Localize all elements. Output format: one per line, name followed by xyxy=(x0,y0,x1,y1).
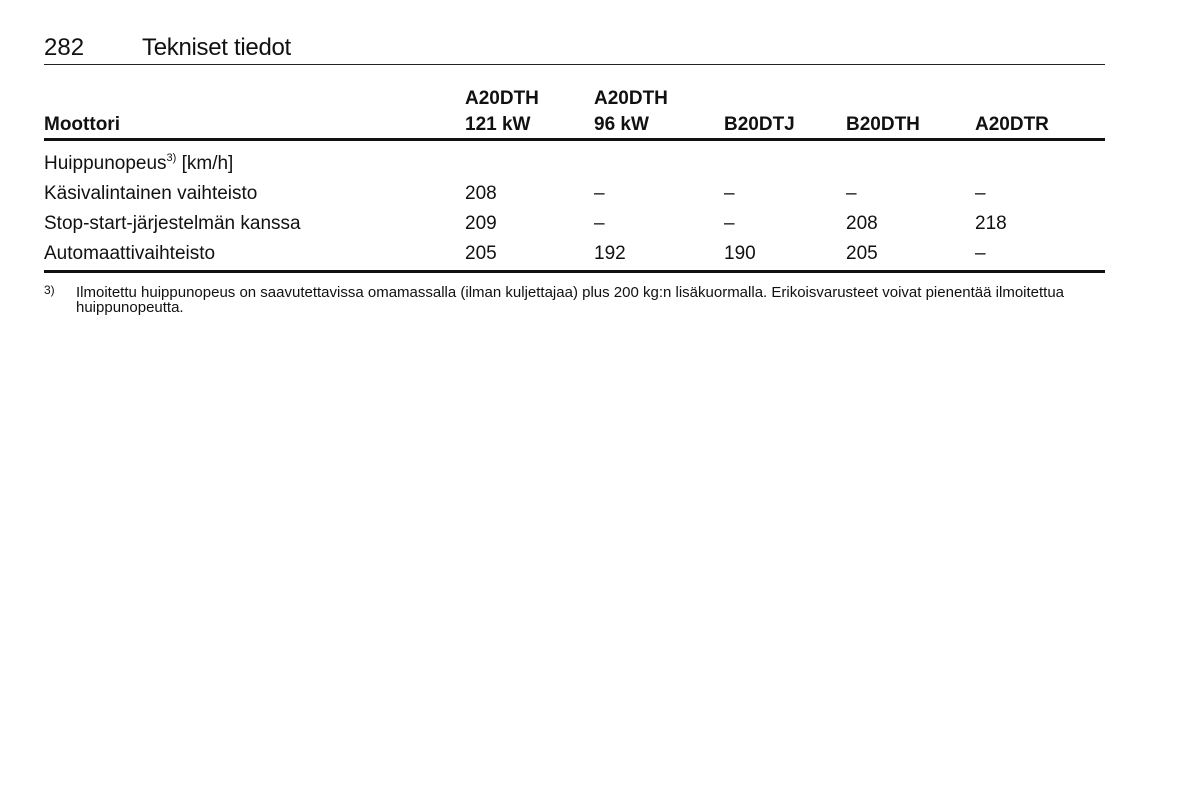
page-title: Tekniset tiedot xyxy=(142,34,291,61)
page-header xyxy=(44,34,1105,65)
table-cell: 192 xyxy=(594,243,626,264)
top-speed-table xyxy=(44,86,1105,273)
table-row xyxy=(44,209,1105,239)
table-cell: – xyxy=(724,213,735,234)
column-header-engine: Moottori xyxy=(44,114,120,135)
table-header-row xyxy=(44,86,1105,140)
column-header-a20dth-121kw: A20DTH 121 kW xyxy=(465,88,539,135)
column-header-a20dtr: A20DTR xyxy=(975,114,1049,135)
table-cell: – xyxy=(594,213,605,234)
table-row xyxy=(44,179,1105,209)
column-header-b20dth: B20DTH xyxy=(846,114,920,135)
table-cell: 208 xyxy=(465,183,497,204)
section-label: Huippunopeus$^{3)}$ [km/h] xyxy=(44,151,234,174)
row-label: Stop-start-järjestelmän kanssa xyxy=(44,213,301,234)
table-cell: – xyxy=(724,183,735,204)
footnote-mark: 3) xyxy=(44,283,55,297)
table-cell: – xyxy=(594,183,605,204)
table-cell: – xyxy=(846,183,857,204)
table-cell: – xyxy=(975,183,986,204)
table-cell: 218 xyxy=(975,213,1007,234)
footnote-text: Ilmoitettu huippunopeus on saavutettavissa omamassalla (ilman kuljettajaa) plus 200 kg:n lisäkuormalla. Erikoisvarusteet voivat pienentää ilmoitettua huippunopeutta. xyxy=(76,284,1065,316)
table-row xyxy=(44,239,1105,272)
row-label: Käsivalintainen vaihteisto xyxy=(44,183,258,204)
row-label: Automaattivaihteisto xyxy=(44,243,216,264)
table-cell: 190 xyxy=(724,243,756,264)
table-cell: 205 xyxy=(846,243,878,264)
table-section-row xyxy=(44,140,1105,180)
column-header-a20dth-96kw: A20DTH 96 kW xyxy=(594,88,668,135)
page-number: 282 xyxy=(44,34,85,61)
table-cell: – xyxy=(975,243,986,264)
table-cell: 208 xyxy=(846,213,878,234)
table-cell: 205 xyxy=(465,243,497,264)
table-cell: 209 xyxy=(465,213,497,234)
column-header-b20dtj: B20DTJ xyxy=(724,114,795,135)
footnote-ref: 3) xyxy=(166,151,177,164)
